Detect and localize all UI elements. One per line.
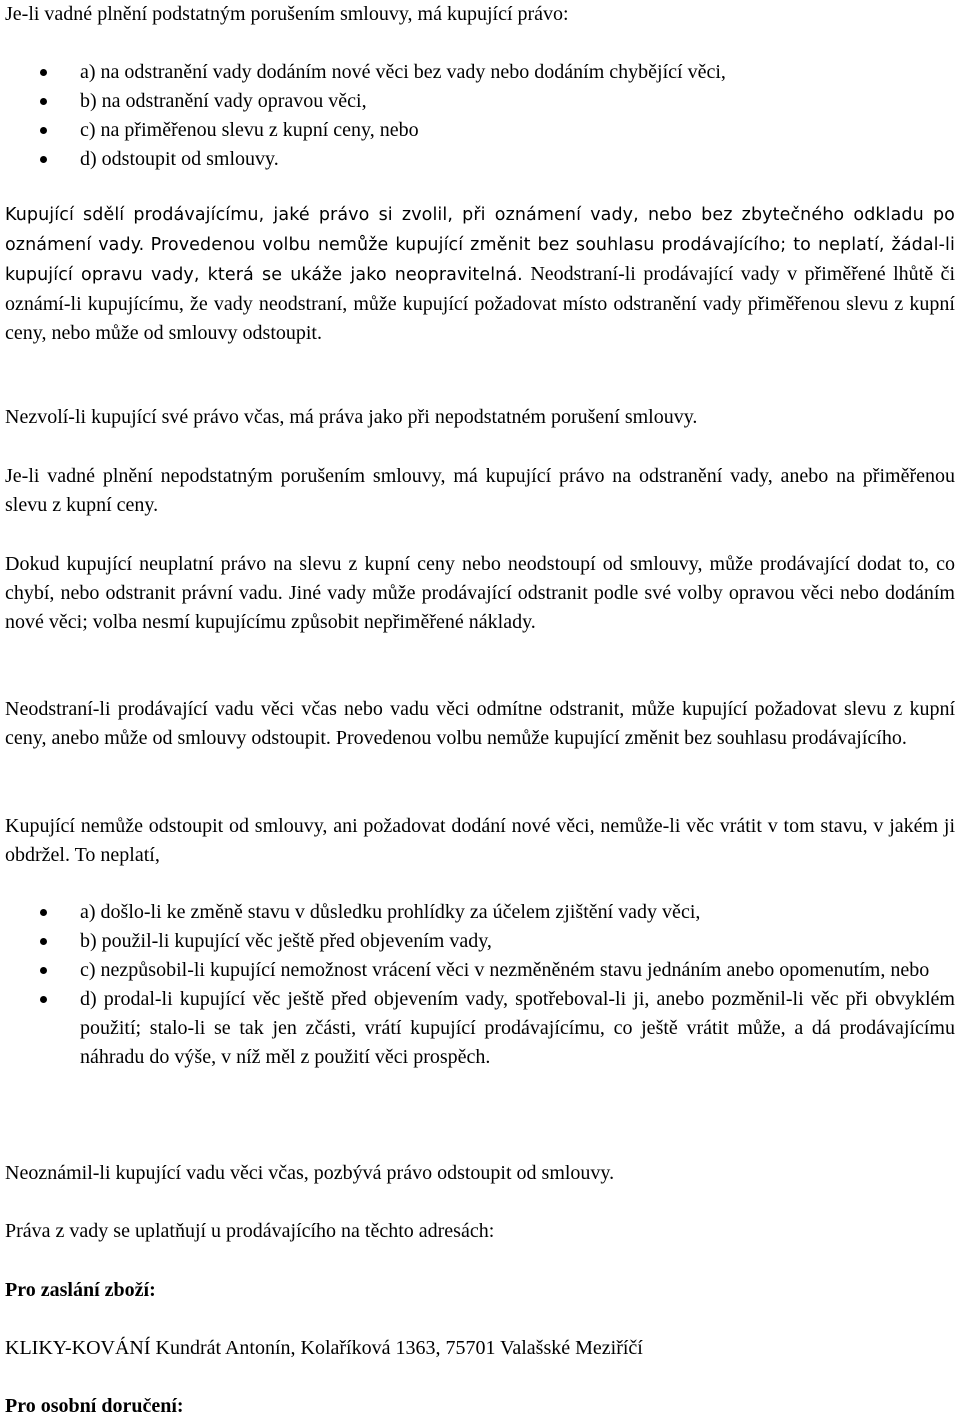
bullet-icon xyxy=(40,938,47,945)
list-item: a) na odstranění vady dodáním nové věci bez vady nebo dodáním chybějící věci, xyxy=(5,58,955,87)
bullet-icon xyxy=(40,127,47,134)
timely-paragraph: Nezvolí-li kupující své právo včas, má práva jako při nepodstatném porušení smlouvy. xyxy=(5,406,698,428)
personal-delivery-heading: Pro osobní doručení: xyxy=(5,1395,184,1417)
notify-paragraph: Neoznámil-li kupující vadu věci včas, pozbývá právo odstoupit od smlouvy. xyxy=(5,1162,615,1184)
bullet-icon xyxy=(40,909,47,916)
list-item: d) odstoupit od smlouvy. xyxy=(5,145,955,174)
shipping-address: KLIKY-KOVÁNÍ Kundrát Antonín, Kolaříková 1363, 75701 Valašské Meziříčí xyxy=(5,1337,643,1359)
minor-defect-paragraph: Je-li vadné plnění nepodstatným porušením smlouvy, má kupující právo na odstranění vady, anebo na přiměřenou slevu z kupní ceny. xyxy=(5,465,955,516)
bullet-icon xyxy=(40,69,47,76)
intro-paragraph: Je-li vadné plnění podstatným porušením smlouvy, má kupující právo: xyxy=(5,3,569,25)
list-item: d) prodal-li kupující věc ještě před objevením vady, spotřeboval-li ji, anebo pozměnil-li věc při obvyklém použití; stalo-li se tak jen zčásti, vrátí kupující prodávajícímu, co ještě vrátit může, a dá prodávajícímu náhradu do výše, v níž měl z použití věci prospěch. xyxy=(5,985,955,1072)
bullet-icon xyxy=(40,156,47,163)
addresses-paragraph: Práva z vady se uplatňují u prodávajícího na těchto adresách: xyxy=(5,1220,495,1242)
choice-paragraph-sans-part: Kupující sdělí prodávajícímu, jaké právo si zvolil, při oznámení vady, nebo bez zbytečného odkladu po oznámení vady. xyxy=(5,205,955,255)
rights-list xyxy=(5,58,955,174)
bullet-icon xyxy=(40,98,47,105)
refuse-paragraph: Neodstraní-li prodávající vadu věci včas nebo vadu věci odmítne odstranit, může kupující požadovat slevu z kupní ceny, anebo může od smlouvy odstoupit. Provedenou volbu nemůže kupující změnit bez souhlasu prodávajícího. xyxy=(5,698,955,749)
bullet-icon xyxy=(40,996,47,1003)
list-item: c) nezpůsobil-li kupující nemožnost vrácení věci v nezměněném stavu jednáním anebo opomenutím, nebo xyxy=(5,956,955,985)
exceptions-list xyxy=(5,898,955,1072)
choice-paragraph-rest: Neodstraní-li prodávající vady v přiměřené lhůtě či oznámí-li kupujícímu, že vady neodstraní, může kupující požadovat místo odstranění vady přiměřenou slevu z kupní ceny, nebo může od smlouvy odstoupit. xyxy=(5,263,955,344)
list-item: b) použil-li kupující věc ještě před objevením vady, xyxy=(5,927,955,956)
until-paragraph: Dokud kupující neuplatní právo na slevu z kupní ceny nebo neodstoupí od smlouvy, může prodávající dodat to, co chybí, nebo odstranit právní vadu. Jiné vady může prodávající odstranit podle své volby opravou věci nebo dodáním nové věci; volba nesmí kupujícímu způsobit nepřiměřené náklady. xyxy=(5,553,955,633)
list-item: b) na odstranění vady opravou věci, xyxy=(5,87,955,116)
list-item: a) došlo-li ke změně stavu v důsledku prohlídky za účelem zjištění vady věci, xyxy=(5,898,955,927)
list-item: c) na přiměřenou slevu z kupní ceny, nebo xyxy=(5,116,955,145)
choice-paragraph xyxy=(5,200,955,348)
shipping-heading: Pro zaslání zboží: xyxy=(5,1279,156,1301)
cannot-withdraw-paragraph: Kupující nemůže odstoupit od smlouvy, ani požadovat dodání nové věci, nemůže-li věc vrátit v tom stavu, v jakém ji obdržel. To neplatí, xyxy=(5,815,955,866)
choice-paragraph-sans-part-2: Provedenou volbu nemůže kupující změnit bez souhlasu prodávajícího; to neplatí, žádal-li kupující opravu vady, která se ukáže jako neopravitelná. xyxy=(5,235,955,285)
bullet-icon xyxy=(40,967,47,974)
